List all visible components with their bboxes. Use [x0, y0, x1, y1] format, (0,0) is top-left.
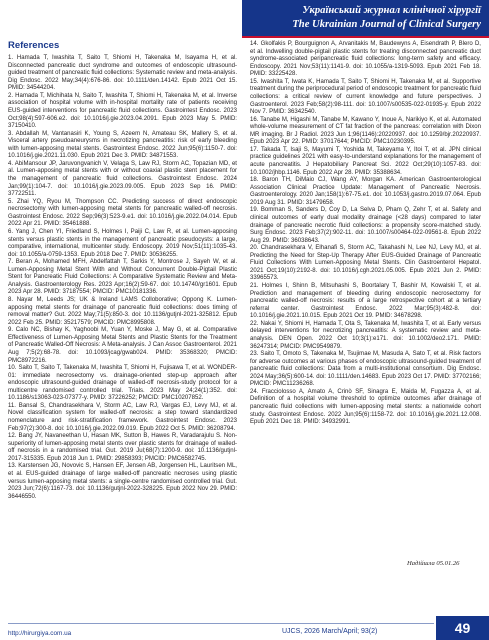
journal-citation: UJCS, 2026 March/April; 93(2): [282, 628, 378, 635]
header-divider: [242, 36, 489, 38]
reference-item: 8. Nayar M, Leeds JS; UK & Ireland LAMS Colloborative; Oppong K. Lumen-apposing metal stents for drainage of pancreatic fluid collections: does timing of removal matter? Gut. 2022 May;71(5):850-3. doi: 10.1136/gutjnl-2021-325812. Epub 2022 Feb 25. PMID: 35217579; PMCID: PMC8995808.: [8, 297, 237, 326]
reference-item: 7. Beran A, Mohamed MFH, Abdelfattah T, Sarkis Y, Montrose J, Sayeh W, et al. Lumen-Apposing Metal Stent With and Without Concurrent Double-Pigtail Plastic Stent for Pancreatic Fluid Collections: A Comparative Systematic Review and Meta-Analysis. Gastroenterology Res. 2023 Apr;16(2):59-67. doi: 10.14740/gr1601. Epub 2023 Apr 28. PMID: 37187554; PMCID: PMC10181336.: [8, 259, 237, 296]
reference-item: 17. Takada T, Isaji S, Mayumi T, Yoshida M, Takeyama Y, Itoi T, et al. JPN clinical practice guidelines 2021 with easy-to-understand explanations for the management of acute pancreatitis. J Hepatobiliary Pancreat Sci. 2022 Oct;29(10):1057-83. doi: 10.1002/jhbp.1146. Epub 2022 Apr 28. PMID: 35388634.: [250, 146, 481, 176]
reference-item: 24. Fracciolosso A, Amato A, Crinò SF, Sinagra E, Maida M, Fugazza A, et al. Definition of a hospital volume threshold to optimize outcomes after drainage of pancreatic fluid collections with lumen-apposing metal stents: a nationwide cohort study. Gastrointest Endosc. 2022 Jun;95(6):1158-72. doi: 10.1016/j.gie.2021.12.008. Epub 2021 Dec 18. PMID: 34932991.: [250, 388, 481, 426]
references-list-left: [8, 55, 237, 501]
reference-item: 6. Yang J, Chen YI, Friedland S, Holmes I, Paiji C, Law R, et al. Lumen-apposing stents versus plastic stents in the management of pancreatic pseudocysts: a large, comparative, international, multicenter study. Endoscopy. 2019 Nov;51(11):1035-43. doi: 10.1055/a-0759-1353. Epub 2018 Dec 7. PMID: 30536255.: [8, 228, 237, 258]
received-date: Надійшла 05.01.26: [407, 560, 460, 567]
page-number: 49: [436, 616, 489, 640]
reference-item: 14. Gkolfakis P, Bourguignon A, Arvanitakis M, Baudewyns A, Eisendrath P, Blero D, et al. Indwelling double-pigtail plastic stents for treating disconnected pancreatic duct syndrome-associated peripancreatic fluid collections: long-term safety and efficacy. Endoscopy. 2021 Nov;53(11):1141-9. doi: 10.1055/a-1319-5093. Epub 2021 Feb 18. PMID: 33225428.: [250, 41, 481, 78]
reference-item: 16. Tanabe M, Higashi M, Tanabe M, Kawano Y, Inoue A, Narikiyo K, et al. Automated whole-volume measurement of CT fat fraction of the pancreas: correlation with Dixon MR imaging. Br J Radiol. 2023 Jun 1;96(1146):20220937. doi: 10.1259/bjr.20220937. Epub 2023 Apr 22. PMID: 37017644; PMCID: PMC10230395.: [250, 116, 481, 146]
reference-item: 4. AbiMansour JP, Jaruvongvanich V, Velaga S, Law RJ, Storm AC, Topazian MD, et al. Lumen-apposing metal stents with or without coaxial plastic stent placement for the management of pancreatic fluid collections. Gastrointest Endosc. 2024 Jan;99(1):104-7. doi: 10.1016/j.gie.2023.09.005. Epub 2023 Sep 16. PMID: 37722511.: [8, 160, 237, 198]
reference-item: 18. Baron TH, DiMaio CJ, Wang AY, Morgan KA. American Gastroenterological Association Clinical Practice Update: Management of Pancreatic Necrosis. Gastroenterology. 2020 Jan;158(1):67-75.e1. doi: 10.1053/j.gastro.2019.07.064. Epub 2019 Aug 31. PMID: 31479658.: [250, 177, 481, 206]
reference-item: 21. Holmes I, Shinn B, Mitsuhashi S, Boortalary T, Bashir M, Kowalski T, et al. Prediction and management of bleeding during endoscopic necrosectomy for pancreatic walled-off necrosis: results of a large retrospective cohort at a tertiary referral center. Gastrointest Endosc. 2022 Mar;95(3):482-8. doi: 10.1016/j.gie.2021.10.015. Epub 2021 Oct 19. PMID: 34678298.: [250, 283, 481, 320]
references-column-right: [250, 41, 481, 427]
references-heading: References: [8, 40, 60, 51]
reference-item: 19. Bomman S, Sanders D, Coy D, La Selva D, Pham Q, Zehr T, et al. Safety and clinical outcomes of early dual modality drainage (<28 days) compared to later drainage of pancreatic necrotic fluid collections: a propensity score-matched study. Surg Endosc. 2023 Feb;37(2):902-11. doi: 10.1007/s00464-022-09561-8. Epub 2022 Aug 29. PMID: 36038643.: [250, 207, 481, 244]
reference-item: 5. Zhai YQ, Ryou M, Thompson CC. Predicting success of direct endoscopic necrosectomy with lumen-apposing metal stents for pancreatic walled-off necrosis. Gastrointest Endosc. 2022 Sep;96(3):523-9.e1. doi: 10.1016/j.gie.2022.04.014. Epub 2022 Apr 21. PMID: 35461888.: [8, 198, 237, 228]
reference-item: 20. Chandrasekhara V, Elhanafi S, Storm AC, Takahashi N, Lee NJ, Levy MJ, et al. Predicting the Need for Step-Up Therapy After EUS-Guided Drainage of Pancreatic Fluid Collections With Lumen-Apposing Metal Stents. Clin Gastroenterol Hepatol. 2021 Oct;19(10):2192-8. doi: 10.1016/j.cgh.2021.05.005. Epub 2021 Jun 2. PMID: 33965573.: [250, 245, 481, 282]
reference-item: 23. Saito T, Omoto S, Takenaka M, Tsujimae M, Masuda A, Sato T, et al. Risk factors for adverse outcomes at various phases of endoscopic ultrasound-guided treatment of pancreatic fluid collections: Data from a multi-institutional consortium. Dig Endosc. 2024 May;36(5):600-14. doi: 10.1111/den.14683. Epub 2023 Oct 17. PMID: 37702166; PMCID: PMC11236268.: [250, 351, 481, 388]
reference-item: 9. Calo NC, Bishay K, Yaghoobi M, Yuan Y, Moske J, May G, et al. Comparative Effectiveness of Lumen-Apposing Metal Stents and Plastic Stents for the Treatment of Pancreatic Walled-Off Necrosis: A Meta-analysis. J Can Assoc Gastroenterol. 2021 Aug 7;5(2):68-78. doi: 10.1093/jcag/gwab024. PMID: 35368320; PMCID: PMC8972216.: [8, 327, 237, 364]
reference-item: 11. Bansal S, Chandrasekhara V, Storm AC, Law RJ, Vargas EJ, Levy MJ, et al. Novel classification system for walled-off necrosis: a step toward standardized nomenclature and risk-stratification framework. Gastrointest Endosc. 2023 Feb;97(2):300-8. doi: 10.1016/j.gie.2022.09.019. Epub 2022 Oct 5. PMID: 36208794.: [8, 402, 237, 432]
reference-item: 22. Nakai Y, Shiomi H, Hamada T, Ota S, Takenaka M, Iwashita T, et al. Early versus delayed interventions for necrotizing pancreatitis: A systematic review and meta-analysis. DEN Open. 2022 Oct 10;3(1):e171. doi: 10.1002/deo2.171. PMID: 36247314; PMCID: PMC9549879.: [250, 320, 481, 350]
journal-title-ua: Український журнал клінічної хірургії: [302, 5, 481, 16]
reference-item: 12. Bang JY, Navaneethan U, Hasan MK, Sutton B, Hawes R, Varadarajulu S. Non-superiority of lumen-apposing metal stents over plastic stents for drainage of walled-off necrosis in a randomised trial. Gut. 2019 Jul;68(7):1200-9. doi: 10.1136/gutjnl-2017-315335. Epub 2018 Jun 1. PMID: 29858393; PMCID: PMC6582745.: [8, 433, 237, 462]
journal-url-link[interactable]: http://hirurgiya.com.ua: [8, 630, 72, 637]
reference-item: 15. Iwashita T, Iwata K, Hamada T, Saito T, Shiomi H, Takenaka M, et al. Supportive treatment during the periprocedural period of endoscopic treatment for pancreatic fluid collections: a critical review of current knowledge and future perspectives. J Gastroenterol. 2023 Feb;58(2):98-111. doi: 10.1007/s00535-022-01935-y. Epub 2022 Nov 7. PMID: 36342540.: [250, 78, 481, 116]
footer-divider: [8, 623, 434, 624]
references-column-left: [8, 40, 237, 501]
reference-item: 10. Saito T, Saito T, Takenaka M, Iwashita T, Shiomi H, Fujisawa T, et al. WONDER-01: immediate necrosectomy vs. drainage-oriented step-up approach after endoscopic ultrasound-guided drainage of walled-off necrosis-study protocol for a multicentre randomised controlled trial. Trials. 2023 May 24;24(1):352. doi: 10.1186/s13063-023-07377-y. PMID: 37226252; PMCID: PMC10207852.: [8, 365, 237, 402]
references-list-right: [250, 41, 481, 427]
reference-item: 2. Hamada T, Michihata N, Saito T, Iwashita T, Shiomi H, Takenaka M, et al. Inverse association of hospital volume with in-hospital mortality rate of patients receiving EUS-guided interventions for pancreatic fluid collections. Gastrointest Endosc. 2023 Oct;98(4):597-606.e2. doi: 10.1016/j.gie.2023.04.2091. Epub 2023 May 5. PMID: 37150410.: [8, 92, 237, 130]
reference-item: 13. Karstensen JG, Novovic S, Hansen EF, Jensen AB, Jorgensen HL, Lauritsen ML, et al. EUS-guided drainage of large walled-off pancreatic necroses using plastic versus lumen-apposing metal stents: a single-centre randomised controlled trial. Gut. 2023 Jun;72(6):1167-73. doi: 10.1136/gutjnl-2022-328225. Epub 2022 Nov 29. PMID: 36446550.: [8, 463, 237, 500]
journal-header-band: [242, 0, 489, 36]
reference-item: 3. Abdallah M, Vantanasiri K, Young S, Azeem N, Amateau SK, Mallery S, et al. Visceral artery pseudoaneurysms in necrotizing pancreatitis: risk of early bleeding with lumen-apposing metal stents. Gastrointest Endosc. 2022 Jun;95(6):1150-7. doi: 10.1016/j.gie.2021.11.030. Epub 2021 Dec 3. PMID: 34871553.: [8, 130, 237, 160]
reference-item: 1. Hamada T, Iwashita T, Saito T, Shiomi H, Takenaka M, Isayama H, et al. Disconnected pancreatic duct syndrome and outcomes of endoscopic ultrasound-guided treatment of pancreatic fluid collections: Systematic review and meta-analysis. Dig Endosc. 2022 May;34(4):676-86. doi: 10.1111/den.14142. Epub 2021 Oct 15. PMID: 34544204.: [8, 55, 237, 92]
journal-title-en: The Ukrainian Journal of Clinical Surgery: [292, 19, 481, 30]
